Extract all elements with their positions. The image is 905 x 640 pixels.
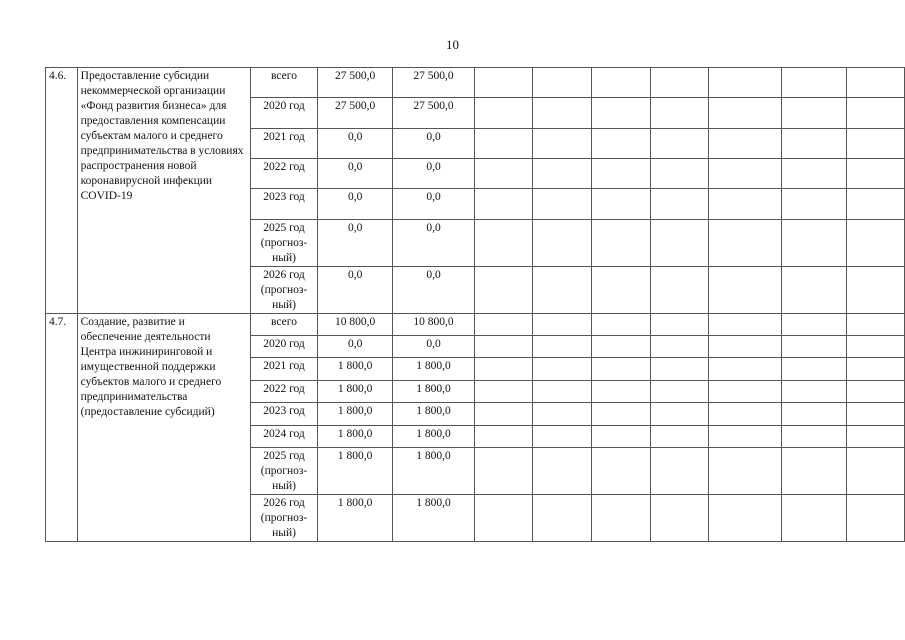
amount-cell: 0,0 (318, 189, 393, 220)
empty-cell (782, 403, 847, 426)
empty-cell (847, 267, 905, 314)
empty-cell (474, 336, 533, 358)
empty-cell (592, 267, 651, 314)
period-cell: всего (250, 314, 317, 336)
empty-cell (782, 336, 847, 358)
period-cell: 2025 год (прогноз-ный) (250, 220, 317, 267)
empty-cell (592, 159, 651, 189)
table-row (46, 314, 905, 336)
empty-cell (709, 495, 782, 542)
amount-cell: 10 800,0 (318, 314, 393, 336)
amount-cell: 0,0 (393, 129, 475, 159)
empty-cell (847, 129, 905, 159)
empty-cell (592, 381, 651, 403)
period-cell: 2022 год (250, 381, 317, 403)
empty-cell (650, 98, 709, 129)
period-cell: 2025 год (прогноз-ный) (250, 448, 317, 495)
empty-cell (847, 314, 905, 336)
empty-cell (782, 358, 847, 381)
page-number: 10 (446, 37, 459, 52)
empty-cell (847, 159, 905, 189)
empty-cell (533, 381, 592, 403)
empty-cell (709, 159, 782, 189)
period-cell: всего (250, 68, 317, 98)
empty-cell (709, 68, 782, 98)
budget-table (45, 67, 905, 542)
empty-cell (782, 495, 847, 542)
empty-cell (650, 220, 709, 267)
empty-cell (592, 358, 651, 381)
empty-cell (709, 336, 782, 358)
empty-cell (592, 448, 651, 495)
amount-cell: 1 800,0 (318, 381, 393, 403)
empty-cell (533, 68, 592, 98)
empty-cell (782, 314, 847, 336)
empty-cell (474, 448, 533, 495)
empty-cell (533, 426, 592, 448)
item-number: 4.7. (46, 314, 78, 542)
amount-cell: 1 800,0 (393, 403, 475, 426)
empty-cell (474, 68, 533, 98)
empty-cell (533, 495, 592, 542)
empty-cell (474, 98, 533, 129)
amount-cell: 10 800,0 (393, 314, 475, 336)
table-row (46, 68, 905, 98)
empty-cell (782, 129, 847, 159)
amount-cell: 27 500,0 (393, 68, 475, 98)
period-cell: 2020 год (250, 336, 317, 358)
empty-cell (533, 267, 592, 314)
empty-cell (474, 426, 533, 448)
period-cell: 2022 год (250, 159, 317, 189)
empty-cell (533, 189, 592, 220)
empty-cell (592, 426, 651, 448)
amount-cell: 1 800,0 (318, 426, 393, 448)
item-name: Создание, развитие и обеспечение деятельности Центра инжиниринговой и имущественной поддержки субъектов малого и среднего предпринимательства (предоставление субсидий) (77, 314, 250, 542)
item-name: Предоставление субсидии некоммерческой организации «Фонд развития бизнеса» для предоставления компенсации субъектам малого и среднего предпринимательства в условиях распространения новой коронавирусной инфекции COVID-19 (77, 68, 250, 314)
empty-cell (533, 336, 592, 358)
period-cell: 2021 год (250, 129, 317, 159)
empty-cell (592, 495, 651, 542)
amount-cell: 0,0 (393, 267, 475, 314)
amount-cell: 1 800,0 (393, 381, 475, 403)
amount-cell: 0,0 (318, 267, 393, 314)
empty-cell (709, 189, 782, 220)
empty-cell (782, 448, 847, 495)
period-cell: 2024 год (250, 426, 317, 448)
empty-cell (709, 129, 782, 159)
empty-cell (474, 358, 533, 381)
amount-cell: 0,0 (393, 220, 475, 267)
empty-cell (709, 220, 782, 267)
empty-cell (592, 98, 651, 129)
amount-cell: 1 800,0 (393, 495, 475, 542)
empty-cell (592, 220, 651, 267)
amount-cell: 1 800,0 (393, 358, 475, 381)
amount-cell: 0,0 (318, 336, 393, 358)
empty-cell (474, 381, 533, 403)
empty-cell (474, 159, 533, 189)
empty-cell (650, 448, 709, 495)
amount-cell: 1 800,0 (318, 495, 393, 542)
empty-cell (592, 314, 651, 336)
empty-cell (533, 403, 592, 426)
amount-cell: 1 800,0 (393, 426, 475, 448)
empty-cell (782, 426, 847, 448)
empty-cell (592, 129, 651, 159)
empty-cell (650, 68, 709, 98)
empty-cell (533, 129, 592, 159)
amount-cell: 0,0 (318, 129, 393, 159)
empty-cell (533, 159, 592, 189)
empty-cell (709, 98, 782, 129)
empty-cell (474, 129, 533, 159)
amount-cell: 1 800,0 (393, 448, 475, 495)
empty-cell (650, 358, 709, 381)
empty-cell (847, 68, 905, 98)
amount-cell: 27 500,0 (318, 98, 393, 129)
empty-cell (474, 495, 533, 542)
empty-cell (533, 220, 592, 267)
period-cell: 2023 год (250, 189, 317, 220)
empty-cell (709, 381, 782, 403)
empty-cell (650, 403, 709, 426)
empty-cell (650, 495, 709, 542)
period-cell: 2023 год (250, 403, 317, 426)
empty-cell (782, 98, 847, 129)
empty-cell (474, 220, 533, 267)
empty-cell (650, 267, 709, 314)
empty-cell (533, 358, 592, 381)
empty-cell (709, 448, 782, 495)
empty-cell (533, 314, 592, 336)
period-cell: 2020 год (250, 98, 317, 129)
empty-cell (709, 314, 782, 336)
amount-cell: 27 500,0 (318, 68, 393, 98)
amount-cell: 0,0 (393, 336, 475, 358)
empty-cell (650, 159, 709, 189)
amount-cell: 0,0 (393, 189, 475, 220)
empty-cell (474, 189, 533, 220)
empty-cell (782, 189, 847, 220)
empty-cell (650, 381, 709, 403)
empty-cell (847, 495, 905, 542)
amount-cell: 1 800,0 (318, 358, 393, 381)
empty-cell (782, 68, 847, 98)
empty-cell (650, 426, 709, 448)
empty-cell (709, 267, 782, 314)
amount-cell: 1 800,0 (318, 448, 393, 495)
amount-cell: 0,0 (318, 220, 393, 267)
empty-cell (592, 336, 651, 358)
empty-cell (592, 68, 651, 98)
empty-cell (474, 403, 533, 426)
period-cell: 2026 год (прогноз-ный) (250, 267, 317, 314)
empty-cell (847, 220, 905, 267)
amount-cell: 27 500,0 (393, 98, 475, 129)
empty-cell (592, 189, 651, 220)
empty-cell (592, 403, 651, 426)
item-number: 4.6. (46, 68, 78, 314)
amount-cell: 1 800,0 (318, 403, 393, 426)
empty-cell (847, 98, 905, 129)
empty-cell (650, 129, 709, 159)
empty-cell (533, 448, 592, 495)
empty-cell (650, 314, 709, 336)
empty-cell (709, 403, 782, 426)
amount-cell: 0,0 (318, 159, 393, 189)
empty-cell (782, 220, 847, 267)
empty-cell (782, 267, 847, 314)
empty-cell (847, 381, 905, 403)
period-cell: 2026 год (прогноз-ный) (250, 495, 317, 542)
empty-cell (474, 314, 533, 336)
empty-cell (709, 426, 782, 448)
empty-cell (533, 98, 592, 129)
amount-cell: 0,0 (393, 159, 475, 189)
period-cell: 2021 год (250, 358, 317, 381)
empty-cell (847, 448, 905, 495)
empty-cell (650, 189, 709, 220)
empty-cell (650, 336, 709, 358)
empty-cell (847, 358, 905, 381)
empty-cell (847, 403, 905, 426)
empty-cell (782, 159, 847, 189)
empty-cell (847, 426, 905, 448)
empty-cell (847, 189, 905, 220)
empty-cell (782, 381, 847, 403)
empty-cell (709, 358, 782, 381)
empty-cell (474, 267, 533, 314)
empty-cell (847, 336, 905, 358)
